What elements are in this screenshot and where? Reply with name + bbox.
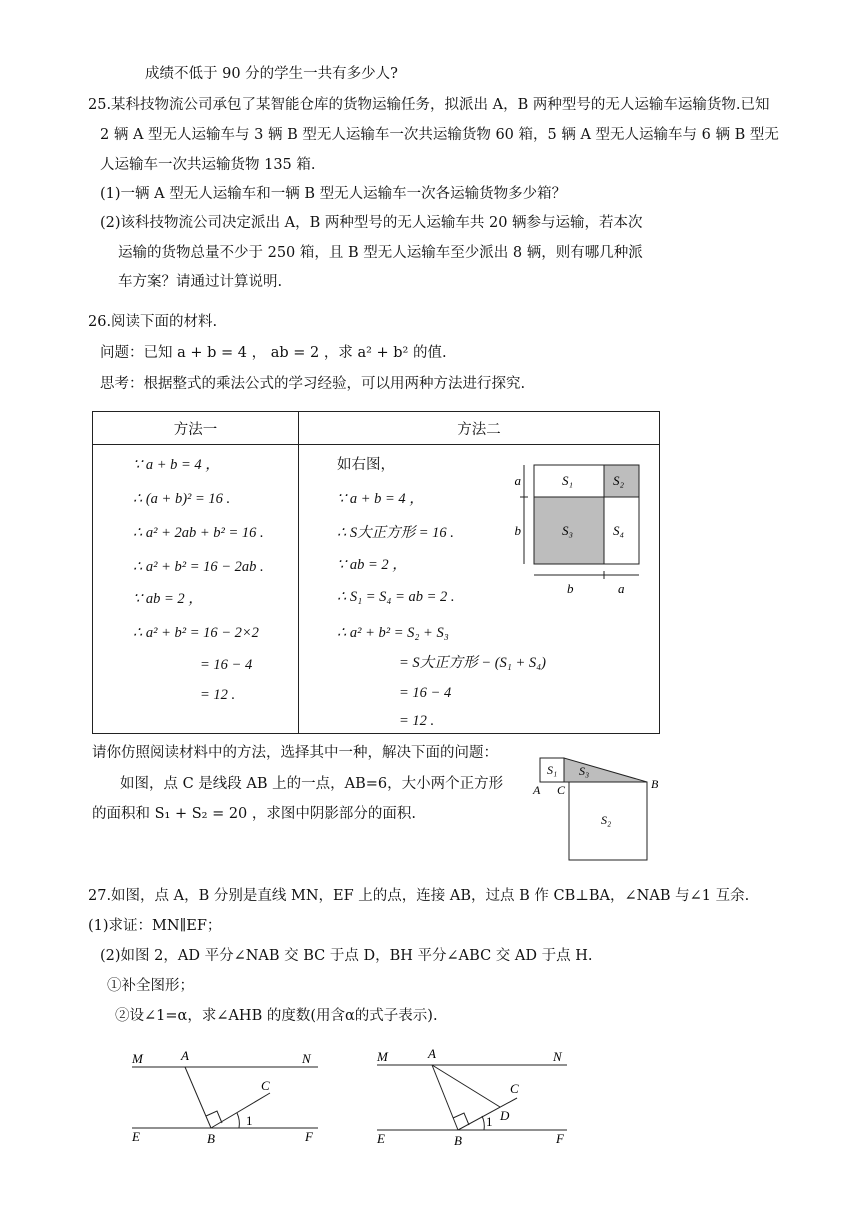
label-s3: S₃	[562, 523, 574, 538]
q27-sub2: ②设∠1=α，求∠AHB 的度数(用含α的式子表示).	[115, 1008, 438, 1024]
m1-step5: ∵ ab = 2 ，	[133, 591, 203, 607]
q25-part2-line2: 运输的货物总量不少于 250 箱，且 B 型无人运输车至少派出 8 辆，则有哪几种派	[118, 245, 643, 261]
q26-subproblem-line2: 的面积和 S₁ + S₂ = 20 ，求图中阴影部分的面积.	[92, 806, 417, 822]
segment-ab	[432, 1065, 458, 1130]
q25-part1: (1)一辆 A 型无人运输车和一辆 B 型无人运输车一次各运输货物多少箱？	[100, 186, 567, 202]
m1-step8: = 12 .	[200, 687, 236, 703]
label-a-left: a	[514, 473, 521, 488]
fig-label-s1: S₁	[547, 763, 558, 777]
method2-header: 方法二	[299, 412, 660, 445]
q25-part2-line3: 车方案？请通过计算说明.	[118, 274, 283, 290]
m1-step2: ∴ (a + b)² = 16 .	[133, 491, 231, 507]
fig2-label-b: B	[454, 1133, 462, 1148]
fig1-label-1: 1	[246, 1113, 253, 1128]
m1-step6: ∴ a² + b² = 16 − 2×2	[133, 625, 259, 641]
fig2-label-m: M	[377, 1049, 388, 1064]
fig2-label-e: E	[377, 1131, 385, 1146]
m2-step4: ∵ ab = 2 ，	[337, 557, 407, 573]
segment-ad	[432, 1065, 500, 1107]
q27-line1: 27.如图，点 A，B 分别是直线 MN，EF 上的点，连接 AB，过点 B 作 CB⊥BA，∠NAB 与∠1 互余.	[88, 888, 750, 904]
square-figure	[509, 459, 649, 599]
m2-step9: = 12 .	[399, 713, 435, 729]
m2-step6: ∴ a² + b² = S₂ + S₃	[337, 625, 449, 641]
methods-table	[92, 411, 660, 734]
fig-label-c: C	[557, 783, 566, 797]
fig1-label-a: A	[181, 1048, 189, 1063]
fig2-label-d: D	[500, 1108, 510, 1123]
method2-cell	[299, 445, 660, 734]
q26-instruction: 请你仿照阅读材料中的方法，选择其中一种，解决下面的问题：	[92, 745, 498, 761]
q27-sub1: ①补全图形；	[107, 978, 194, 994]
parallel-lines-figure-1	[125, 1040, 330, 1150]
fig2-label-f: F	[556, 1131, 564, 1146]
method1-header: 方法一	[93, 412, 299, 445]
q26-title: 26.阅读下面的材料.	[88, 314, 218, 330]
label-s2: S₂	[613, 473, 625, 488]
fig-label-s2: S₂	[601, 813, 612, 827]
fig-label-b: B	[651, 777, 659, 791]
q25-part2-line1: (2)该科技物流公司决定派出 A，B 两种型号的无人运输车共 20 辆参与运输，若本次	[100, 215, 643, 231]
q25-line1: 25.某科技物流公司承包了某智能仓库的货物运输任务，拟派出 A，B 两种型号的无人运输车运输货物.已知	[88, 97, 770, 113]
q27-part1: (1)求证：MN∥EF；	[88, 918, 222, 934]
m2-step1: 如右图，	[337, 457, 395, 473]
shaded-triangle-s3	[564, 758, 647, 782]
m1-step4: ∴ a² + b² = 16 − 2ab .	[133, 559, 264, 575]
q25-line3: 人运输车一次共运输货物 135 箱.	[100, 157, 316, 173]
m1-step3: ∴ a² + 2ab + b² = 16 .	[133, 525, 264, 541]
fig2-label-1: 1	[486, 1114, 493, 1129]
label-s1: S₁	[562, 473, 574, 488]
m1-step1: ∵ a + b = 4 ，	[133, 457, 220, 473]
m2-step2: ∵ a + b = 4 ，	[337, 491, 424, 507]
label-b-left: b	[514, 523, 521, 538]
label-a-bottom: a	[618, 581, 625, 596]
angle-1-arc	[482, 1116, 484, 1130]
parallel-lines-figure-2	[372, 1040, 577, 1150]
method1-cell	[93, 445, 299, 734]
fig2-label-a: A	[428, 1046, 436, 1061]
q25-line2: 2 辆 A 型无人运输车与 3 辆 B 型无人运输车一次共运输货物 60 箱，5 辆 A 型无人运输车与 6 辆 B 型无	[100, 127, 779, 143]
segment-ab	[185, 1067, 211, 1128]
q24-tail-text: 成绩不低于 90 分的学生一共有多少人?	[145, 66, 398, 82]
m1-step7: = 16 − 4	[200, 657, 253, 673]
fig1-label-b: B	[207, 1131, 215, 1146]
fig2-label-n: N	[553, 1049, 562, 1064]
ray-bc	[211, 1093, 270, 1128]
fig1-label-n: N	[302, 1051, 311, 1066]
label-s4: S₄	[613, 523, 625, 538]
fig1-label-c: C	[261, 1078, 270, 1093]
fig1-label-f: F	[305, 1129, 313, 1144]
angle-1-arc	[237, 1113, 239, 1128]
fig1-label-e: E	[132, 1129, 140, 1144]
fig2-label-c: C	[510, 1081, 519, 1096]
fig1-label-m: M	[132, 1051, 143, 1066]
m2-step5: ∴ S₁ = S₄ = ab = 2 .	[337, 589, 455, 605]
label-b-bottom: b	[567, 581, 574, 596]
m2-step8: = 16 − 4	[399, 685, 452, 701]
fig-label-a: A	[533, 783, 541, 797]
m2-step3: ∴ S大正方形 = 16 .	[337, 525, 454, 541]
q27-part2: (2)如图 2，AD 平分∠NAB 交 BC 于点 D，BH 平分∠ABC 交 AD 于点 H.	[100, 948, 593, 964]
q26-subproblem-line1: 如图，点 C 是线段 AB 上的一点，AB=6，大小两个正方形	[120, 776, 504, 792]
q26-problem: 问题：已知 a + b = 4 ， ab = 2 ，求 a² + b² 的值.	[100, 345, 447, 361]
fig-label-s3: S₃	[579, 764, 590, 778]
m2-step7: = S大正方形 − (S₁ + S₄)	[399, 655, 546, 671]
q26-thinking: 思考：根据整式的乘法公式的学习经验，可以用两种方法进行探究.	[100, 376, 526, 392]
segment-squares-figure	[525, 750, 675, 866]
